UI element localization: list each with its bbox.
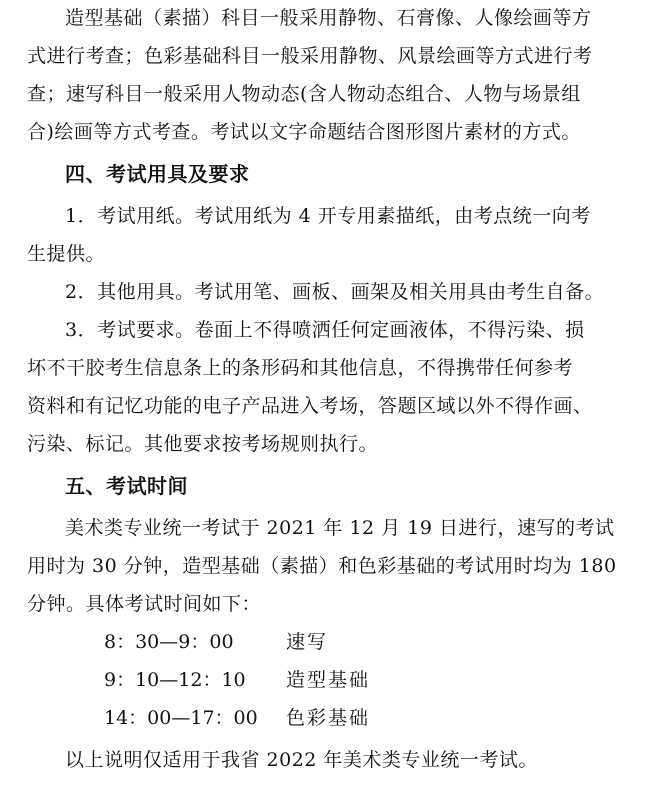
paragraph-line: 分钟。具体考试时间如下： — [27, 593, 262, 615]
section-heading: 五、考试时间 — [65, 474, 188, 498]
list-item-line: 生提供。 — [27, 243, 106, 265]
schedule-time: 9：10—12：10 — [104, 669, 246, 691]
schedule-time: 14：00—17：00 — [104, 707, 258, 729]
schedule-subject: 造型基础 — [286, 669, 371, 691]
paragraph-line: 式进行考查；色彩基础科目一般采用静物、风景绘画等方式进行考 — [27, 45, 593, 67]
section-heading: 四、考试用具及要求 — [65, 162, 250, 186]
list-item-line: 资料和有记忆功能的电子产品进入考场，答题区域以外不得作画、 — [27, 395, 593, 417]
list-item-line: 污染、标记。其他要求按考场规则执行。 — [27, 433, 379, 455]
paragraph-line: 用时为 30 分钟，造型基础（素描）和色彩基础的考试用时均为 180 — [27, 555, 617, 577]
paragraph-line: 美术类专业统一考试于 2021 年 12 月 19 日进行，速写的考试 — [65, 517, 615, 539]
schedule-subject: 速写 — [286, 631, 329, 653]
paragraph-line: 查；速写科目一般采用人物动态(含人物动态组合、人物与场景组 — [27, 83, 581, 105]
schedule-time: 8：30—9：00 — [104, 631, 234, 653]
list-item-line: 3．考试要求。卷面上不得喷洒任何定画液体，不得污染、损 — [65, 319, 585, 341]
schedule-subject: 色彩基础 — [286, 707, 371, 729]
list-item-line: 1．考试用纸。考试用纸为 4 开专用素描纸，由考点统一向考 — [65, 205, 591, 227]
list-item-line: 2．其他用具。考试用笔、画板、画架及相关用具由考生自备。 — [65, 281, 605, 303]
paragraph-line: 合)绘画等方式考查。考试以文字命题结合图形图片素材的方式。 — [27, 121, 581, 143]
paragraph-line: 造型基础（素描）科目一般采用静物、石膏像、人像绘画等方 — [65, 7, 592, 29]
list-item-line: 坏不干胶考生信息条上的条形码和其他信息，不得携带任何参考 — [27, 357, 574, 379]
closing-note: 以上说明仅适用于我省 2022 年美术类专业统一考试。 — [65, 749, 538, 771]
